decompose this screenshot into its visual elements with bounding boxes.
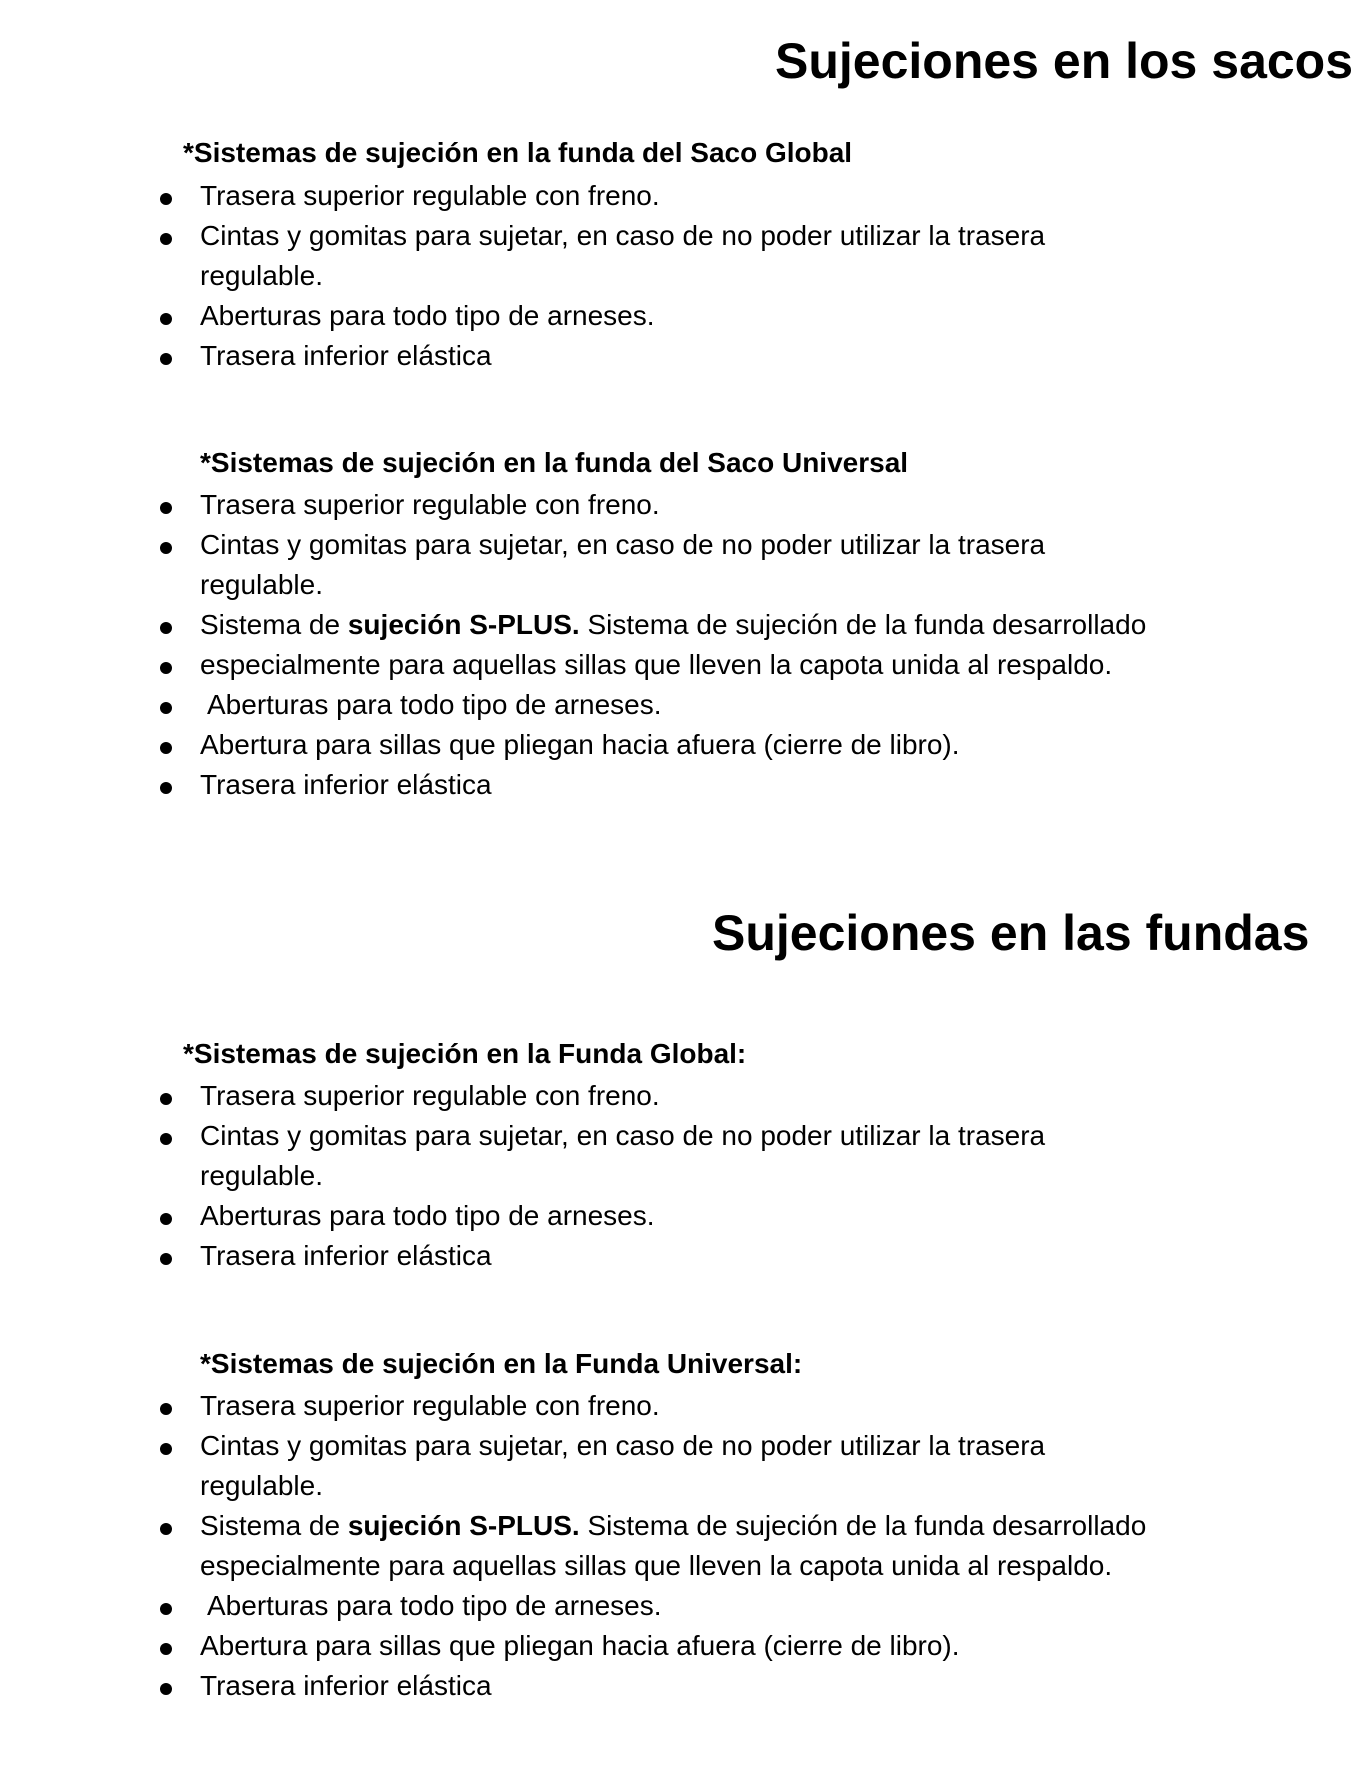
- text-bold: sujeción S-PLUS.: [347, 609, 580, 640]
- bullet-list: [0, 485, 1240, 805]
- list-item: [0, 1626, 1200, 1666]
- list-item: [0, 1236, 1200, 1276]
- bullet-icon: [160, 622, 172, 634]
- list-item: [0, 176, 1200, 216]
- page-title-sacos: Sujeciones en los sacos: [775, 33, 1353, 89]
- list-item-text: Aberturas para todo tipo de arneses.: [200, 300, 655, 331]
- section-heading: *Sistemas de sujeción en la Funda Universal:: [200, 1348, 803, 1379]
- bullet-icon: [160, 1133, 172, 1145]
- bullet-icon: [160, 1213, 172, 1225]
- list-item-text: Aberturas para todo tipo de arneses.: [207, 1590, 662, 1621]
- bullet-icon: [160, 1403, 172, 1415]
- bullet-list: [0, 1386, 1200, 1706]
- list-item-text: Trasera inferior elástica: [200, 340, 492, 371]
- bullet-icon: [160, 1683, 172, 1695]
- list-item-text: Cintas y gomitas para sujetar, en caso de no poder utilizar la trasera regulable.: [200, 1430, 1046, 1501]
- list-item: [0, 216, 1080, 296]
- list-item: [0, 645, 1240, 685]
- list-item-text: Abertura para sillas que pliegan hacia afuera (cierre de libro).: [200, 1630, 960, 1661]
- list-item-text: Aberturas para todo tipo de arneses.: [200, 1200, 655, 1231]
- page-title-fundas: Sujeciones en las fundas: [712, 905, 1310, 961]
- section-heading: *Sistemas de sujeción en la Funda Global:: [183, 1038, 747, 1069]
- bullet-icon: [160, 313, 172, 325]
- list-item: [0, 485, 1200, 525]
- bullet-icon: [160, 702, 172, 714]
- list-item-text: Trasera inferior elástica: [200, 1240, 492, 1271]
- list-item-text: Trasera superior regulable con freno.: [200, 180, 660, 211]
- list-item: [0, 1506, 1160, 1586]
- list-item-text: [200, 609, 1146, 640]
- list-item: [0, 725, 1200, 765]
- list-item-text: Trasera inferior elástica: [200, 769, 492, 800]
- list-item-text: Trasera superior regulable con freno.: [200, 489, 660, 520]
- bullet-icon: [160, 1443, 172, 1455]
- list-item: [0, 1116, 1080, 1196]
- list-item: [0, 1196, 1200, 1236]
- bullet-icon: [160, 193, 172, 205]
- list-item: [0, 1426, 1080, 1506]
- list-item-text: Cintas y gomitas para sujetar, en caso de no poder utilizar la trasera regulable.: [200, 220, 1046, 291]
- list-item-text: Cintas y gomitas para sujetar, en caso de no poder utilizar la trasera regulable.: [200, 1120, 1046, 1191]
- text-prefix: Sistema de: [200, 609, 348, 640]
- bullet-icon: [160, 502, 172, 514]
- list-item-text: Trasera superior regulable con freno.: [200, 1080, 660, 1111]
- list-item: [0, 525, 1080, 605]
- list-item-text: Cintas y gomitas para sujetar, en caso de no poder utilizar la trasera regulable.: [200, 529, 1046, 600]
- bullet-list: [0, 1076, 1200, 1276]
- bullet-icon: [160, 1643, 172, 1655]
- list-item-text: Trasera inferior elástica: [200, 1670, 492, 1701]
- list-item: [0, 1586, 1200, 1626]
- list-item-text: especialmente para aquellas sillas que lleven la capota unida al respaldo.: [200, 649, 1113, 680]
- list-item: [0, 1076, 1200, 1116]
- list-item: [0, 605, 1240, 645]
- list-item-text: Abertura para sillas que pliegan hacia afuera (cierre de libro).: [200, 729, 960, 760]
- bullet-list: [0, 176, 1200, 376]
- section-heading: *Sistemas de sujeción en la funda del Saco Global: [183, 137, 853, 168]
- bullet-icon: [160, 233, 172, 245]
- section-heading: *Sistemas de sujeción en la funda del Saco Universal: [200, 447, 909, 478]
- list-item: [0, 336, 1200, 376]
- list-item-text: Trasera superior regulable con freno.: [200, 1390, 660, 1421]
- bullet-icon: [160, 542, 172, 554]
- text-prefix: Sistema de: [200, 1510, 348, 1541]
- list-item: [0, 1386, 1200, 1426]
- bullet-icon: [160, 353, 172, 365]
- bullet-icon: [160, 1523, 172, 1535]
- list-item: [0, 765, 1200, 805]
- list-item: [0, 1666, 1200, 1706]
- list-item-text: [200, 1510, 1146, 1581]
- list-item-text: Aberturas para todo tipo de arneses.: [207, 689, 662, 720]
- bullet-icon: [160, 662, 172, 674]
- text-bold: sujeción S-PLUS.: [347, 1510, 580, 1541]
- text-suffix: Sistema de sujeción de la funda desarrollado: [579, 609, 1147, 640]
- list-item: [0, 296, 1200, 336]
- bullet-icon: [160, 1603, 172, 1615]
- list-item: [0, 685, 1200, 725]
- bullet-icon: [160, 1253, 172, 1265]
- bullet-icon: [160, 742, 172, 754]
- bullet-icon: [160, 782, 172, 794]
- text-suffix: Sistema de sujeción de la funda desarrollado especialmente para aquellas sillas que lleven la capota unida al respaldo.: [200, 1510, 1147, 1581]
- bullet-icon: [160, 1093, 172, 1105]
